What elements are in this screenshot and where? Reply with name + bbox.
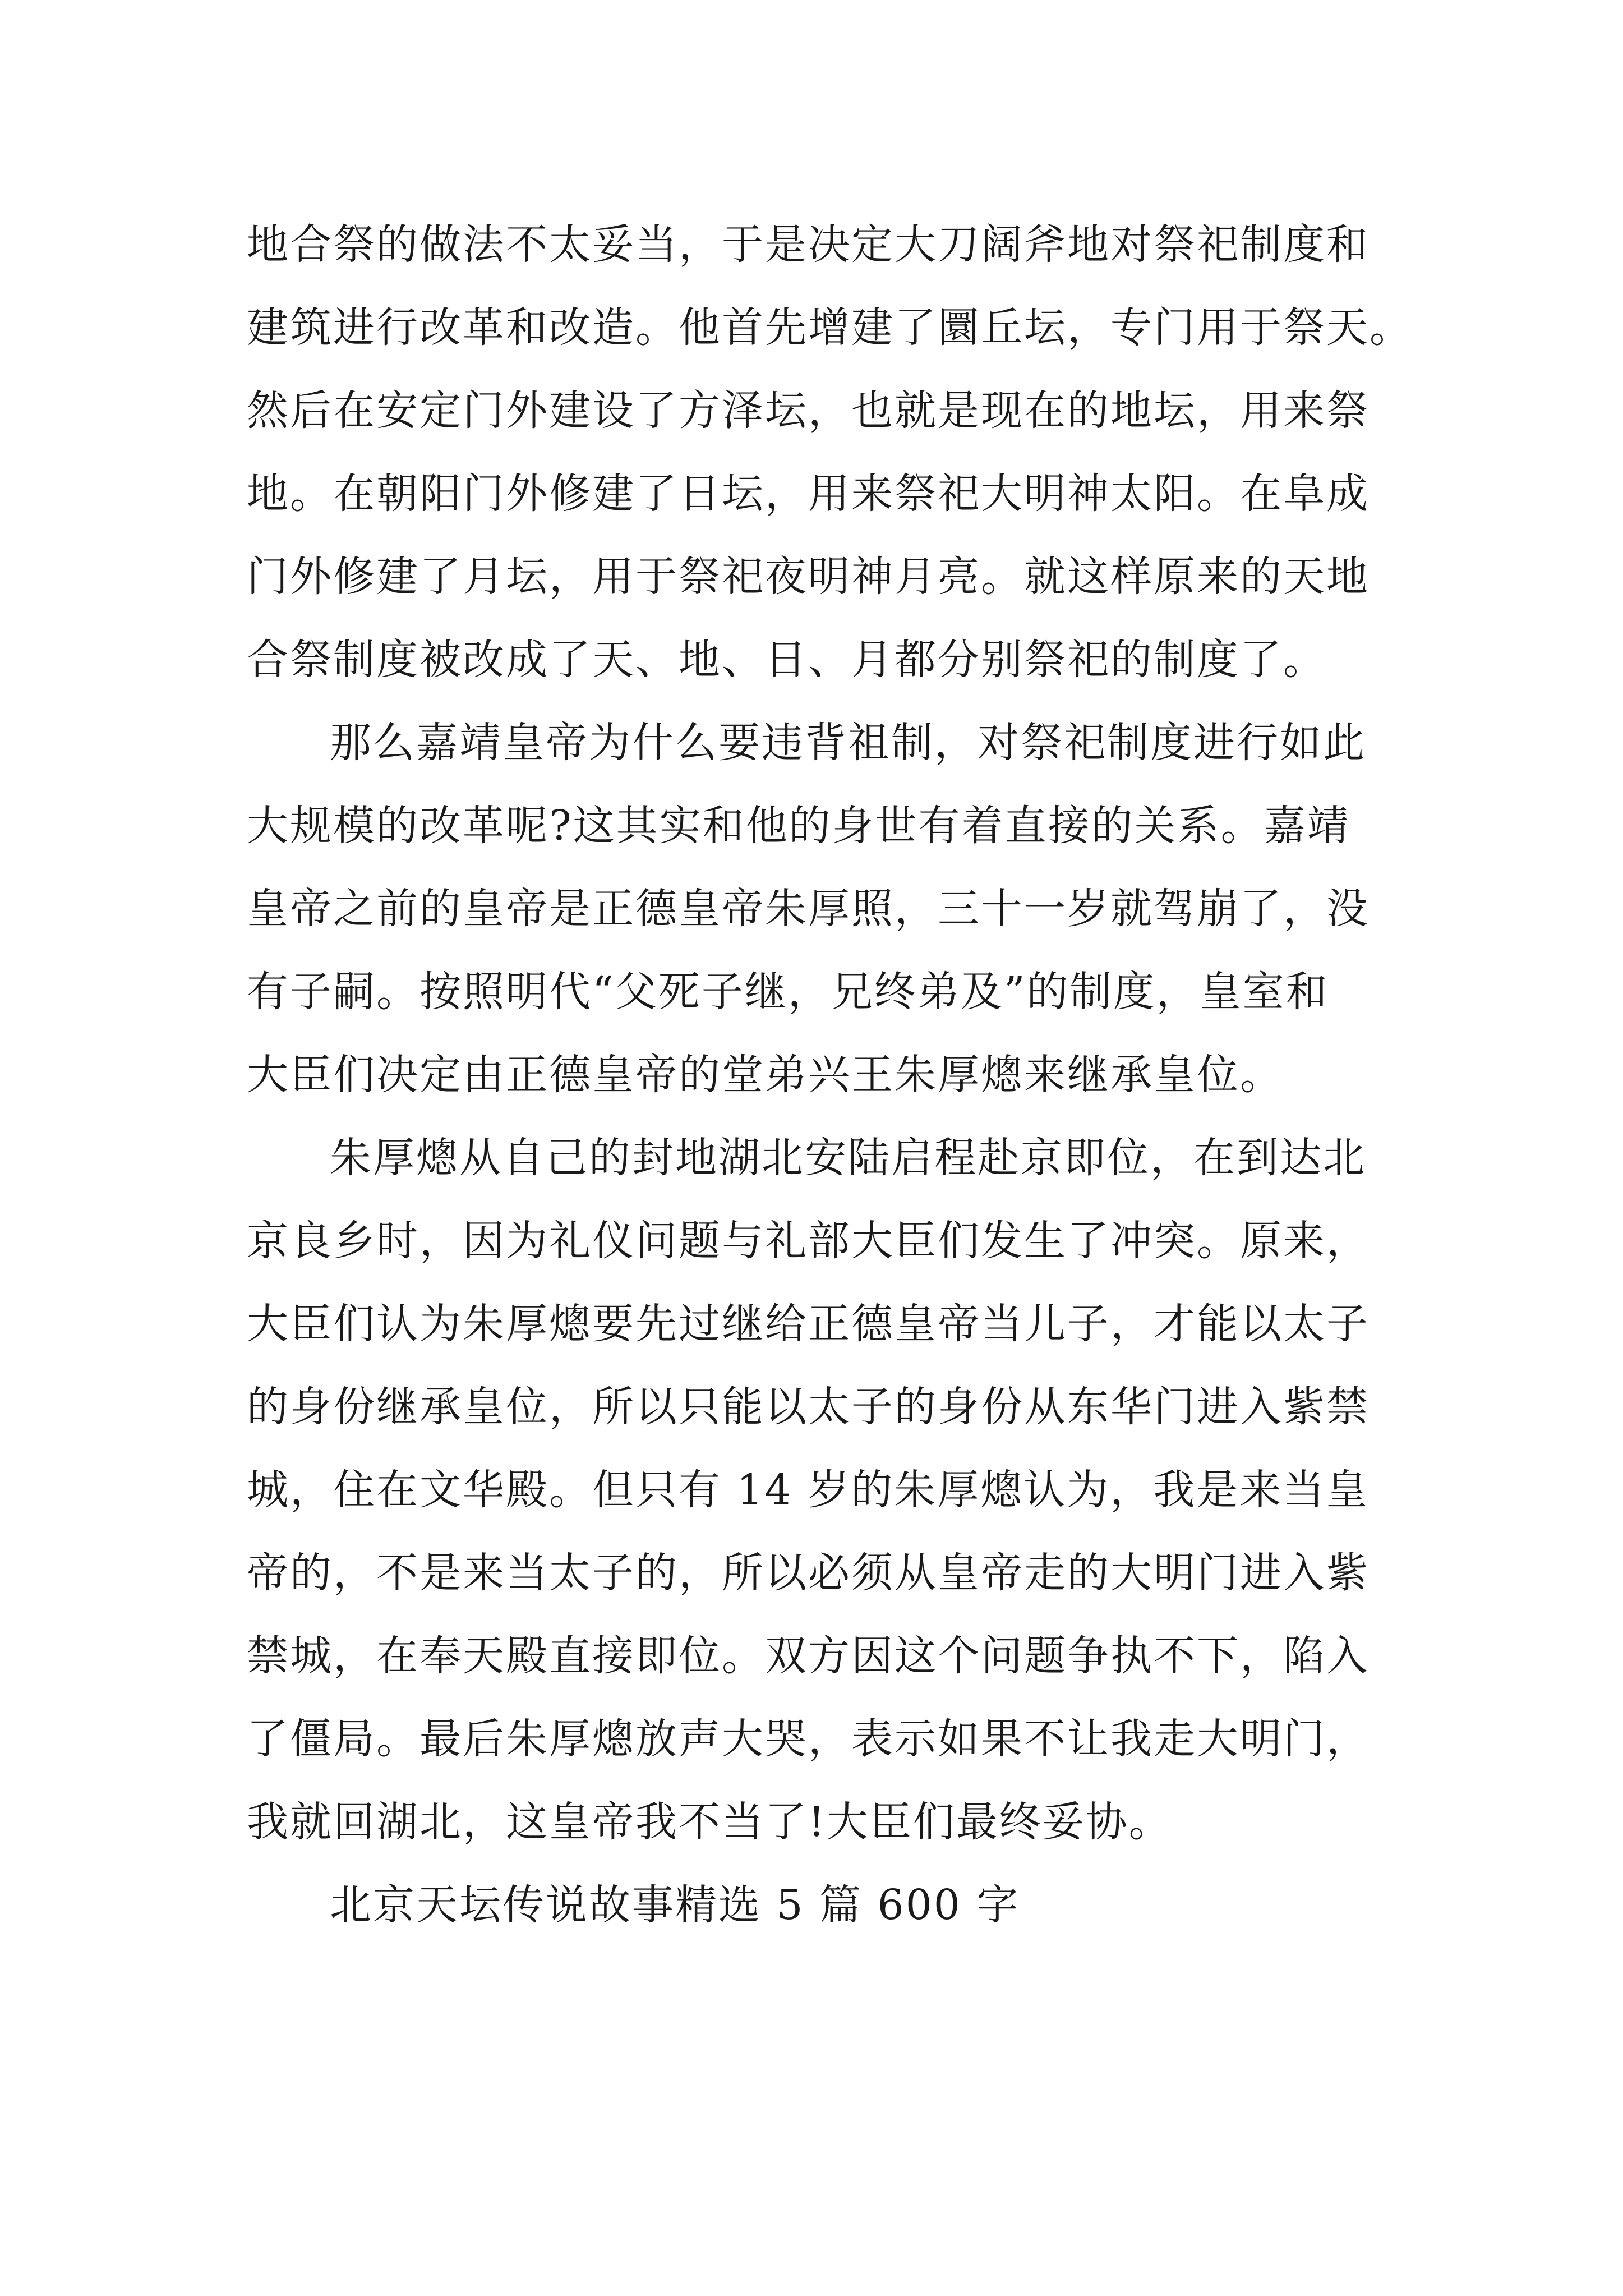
text-line: 地。在朝阳门外修建了日坛，用来祭祀大明神太阳。在阜成 xyxy=(247,470,1370,518)
text-line: 禁城，在奉天殿直接即位。双方因这个问题争执不下，陷入 xyxy=(247,1632,1370,1680)
document-body xyxy=(247,203,1413,1947)
text-line: 的身份继承皇位，所以只能以太子的身份从东华门进入紫禁 xyxy=(247,1383,1370,1431)
text-line: 合祭制度被改成了天、地、日、月都分别祭祀的制度了。 xyxy=(247,636,1326,684)
text-line: 有子嗣。按照明代“父死子继，兄终弟及”的制度，皇室和 xyxy=(247,968,1329,1016)
text-line: 了僵局。最后朱厚熜放声大哭，表示如果不让我走大明门， xyxy=(247,1715,1370,1763)
text-line: 京良乡时，因为礼仪问题与礼部大臣们发生了冲突。原来， xyxy=(247,1217,1370,1265)
paragraph-first-line: 朱厚熜从自己的封地湖北安陆启程赴京即位，在到达北 xyxy=(330,1134,1366,1182)
text-line: 建筑进行改革和改造。他首先增建了圜丘坛，专门用于祭天。 xyxy=(247,303,1413,352)
text-line: 帝的，不是来当太子的，所以必须从皇帝走的大明门进入紫 xyxy=(247,1549,1370,1597)
text-line: 皇帝之前的皇帝是正德皇帝朱厚照，三十一岁就驾崩了，没 xyxy=(247,885,1370,933)
text-line: 城，住在文华殿。但只有 14 岁的朱厚熜认为，我是来当皇 xyxy=(247,1466,1370,1514)
text-line: 大臣们决定由正德皇帝的堂弟兴王朱厚熜来继承皇位。 xyxy=(247,1051,1283,1099)
text-line: 我就回湖北，这皇帝我不当了!大臣们最终妥协。 xyxy=(247,1798,1172,1846)
text-line: 然后在安定门外建设了方泽坛，也就是现在的地坛，用来祭 xyxy=(247,386,1370,435)
paragraph-first-line: 那么嘉靖皇帝为什么要违背祖制，对祭祀制度进行如此 xyxy=(330,719,1366,767)
text-line: 地合祭的做法不太妥当，于是决定大刀阔斧地对祭祀制度和 xyxy=(247,220,1370,269)
text-line: 大规模的改革呢?这其实和他的身世有着直接的关系。嘉靖 xyxy=(247,802,1350,850)
section-title-line: 北京天坛传说故事精选 5 篇 600 字 xyxy=(330,1881,1020,1929)
text-line: 大臣们认为朱厚熜要先过继给正德皇帝当儿子，才能以太子 xyxy=(247,1300,1370,1348)
text-line: 门外修建了月坛，用于祭祀夜明神月亮。就这样原来的天地 xyxy=(247,553,1370,601)
